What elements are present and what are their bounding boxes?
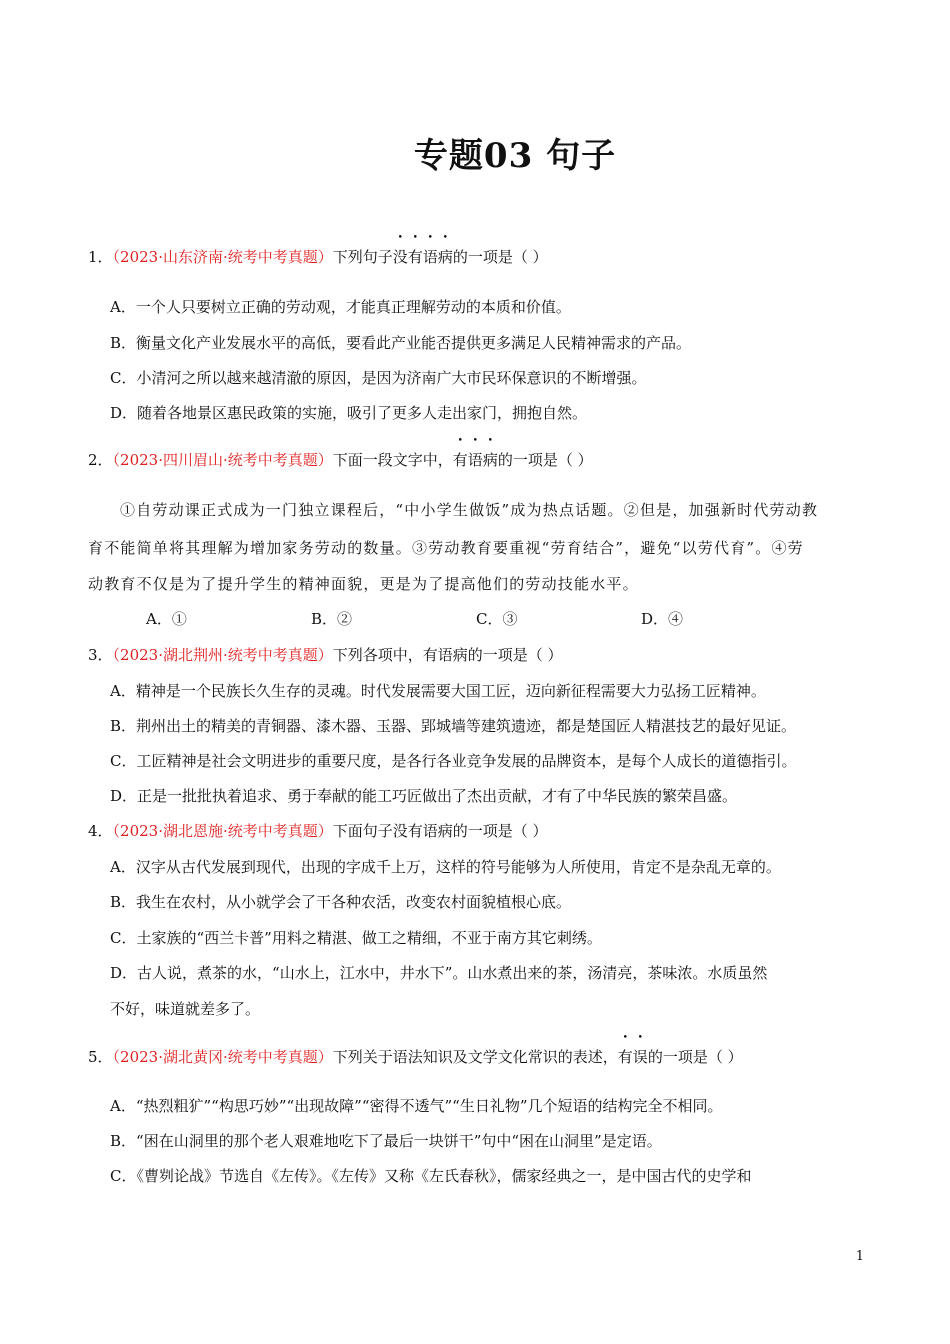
question-source: （2023·湖北黄冈·统考中考真题） <box>112 1048 333 1066</box>
emphasis-dot: 没 <box>392 248 408 266</box>
emphasis-dot: 病 <box>437 248 453 266</box>
passage-line: 动教育不仅是为了提升学生的精神面貌，更是为了提高他们的劳动技能水平。 <box>88 575 639 593</box>
question-5-stem: 5．（2023·湖北黄冈·统考中考真题）下列关于语法知识及文学文化常识的表述，有误的一项是（ ） <box>88 1048 743 1066</box>
passage-line: 育不能简单将其理解为增加家务劳动的数量。③劳动教育要重视“劳育结合”，避免“以劳代育”。④劳 <box>88 539 804 557</box>
option-b: B．衡量文化产业发展水平的高低，要看此产业能否提供更多满足人民精神需求的产品。 <box>110 334 692 352</box>
emphasis-dot: 有 <box>452 451 468 469</box>
option-c: C．工匠精神是社会文明进步的重要尺度，是各行各业竞争发展的品牌资本，是每个人成长的道德指引。 <box>110 752 797 770</box>
emphasis-dot: 语 <box>467 451 483 469</box>
question-number: 5． <box>88 1048 113 1066</box>
emphasis-dot: 误 <box>632 1048 648 1066</box>
option-a: A．汉字从古代发展到现代，出现的字成千上万，这样的符号能够为人所使用，肯定不是杂乱无章的。 <box>110 858 781 876</box>
question-4-stem: 4．（2023·湖北恩施·统考中考真题）下面句子没有语病的一项是（ ） <box>88 822 548 840</box>
emphasis-dot: 语 <box>422 248 438 266</box>
option-d: D．古人说，煮茶的水，“山水上，江水中，井水下”。山水煮出来的茶，汤清亮，茶味浓。水质虽然 <box>110 964 768 982</box>
option-c: C．小清河之所以越来越清澈的原因，是因为济南广大市民环保意识的不断增强。 <box>110 369 647 387</box>
option-c: C．土家族的“西兰卡普”用料之精湛、做工之精细，不亚于南方其它刺绣。 <box>110 929 602 947</box>
question-number: 4． <box>88 822 113 840</box>
option-d: D．正是一批批执着追求、勇于奉献的能工巧匠做出了杰出贡献，才有了中华民族的繁荣昌盛。 <box>110 787 738 805</box>
option-d: D．随着各地景区惠民政策的实施，吸引了更多人走出家门，拥抱自然。 <box>110 404 588 422</box>
emphasis-dot: 有 <box>407 248 423 266</box>
option-a: A．精神是一个民族长久生存的灵魂。时代发展需要大国工匠，迈向新征程需要大力弘扬工匠精神。 <box>110 682 766 700</box>
choice-a: A．① <box>146 610 187 628</box>
option-b: B．荆州出土的精美的青铜器、漆木器、玉器、郢城墙等建筑遗迹，都是楚国匠人精湛技艺的最好见证。 <box>110 717 797 735</box>
question-source: （2023·湖北荆州·统考中考真题） <box>112 646 333 664</box>
question-number: 1． <box>88 248 113 266</box>
option-c: C．《曹刿论战》节选自《左传》。《左传》又称《左氏春秋》，儒家经典之一，是中国古代的史学和 <box>110 1167 752 1185</box>
page-number: 1 <box>855 1249 864 1264</box>
emphasis-dot: 病 <box>482 451 498 469</box>
option-a: A．“热烈粗犷”“构思巧妙”“出现故障”“密得不透气”“生日礼物”几个短语的结构完全不相同。 <box>110 1097 723 1115</box>
emphasis-dot: 有 <box>617 1048 633 1066</box>
question-1-stem: 1．（2023·山东济南·统考中考真题）下列句子没有语病的一项是（ ） <box>88 248 548 266</box>
question-number: 3． <box>88 646 113 664</box>
question-source: （2023·山东济南·统考中考真题） <box>112 248 333 266</box>
option-a: A．一个人只要树立正确的劳动观，才能真正理解劳动的本质和价值。 <box>110 298 571 316</box>
choice-c: C．③ <box>476 610 518 628</box>
question-number: 2． <box>88 451 113 469</box>
page-title: 专题03 句子 <box>413 136 617 176</box>
question-source: （2023·四川眉山·统考中考真题） <box>112 451 333 469</box>
choice-b: B．② <box>311 610 353 628</box>
question-3-stem: 3．（2023·湖北荆州·统考中考真题）下列各项中，有语病的一项是（ ） <box>88 646 563 664</box>
answer-choices <box>146 609 806 629</box>
option-b: B．“困在山洞里的那个老人艰难地吃下了最后一块饼干”句中“困在山洞里”是定语。 <box>110 1132 662 1150</box>
option-b: B．我生在农村，从小就学会了干各种农活，改变农村面貌植根心底。 <box>110 893 572 911</box>
question-source: （2023·湖北恩施·统考中考真题） <box>112 822 333 840</box>
choice-d: D．④ <box>641 610 684 628</box>
question-2-stem: 2．（2023·四川眉山·统考中考真题）下面一段文字中，有语病的一项是（ ） <box>88 451 593 469</box>
passage-line: ①自劳动课正式成为一门独立课程后，“中小学生做饭”成为热点话题。②但是，加强新时代劳动教 <box>120 501 819 519</box>
option-d-continued: 不好，味道就差多了。 <box>110 1000 261 1018</box>
